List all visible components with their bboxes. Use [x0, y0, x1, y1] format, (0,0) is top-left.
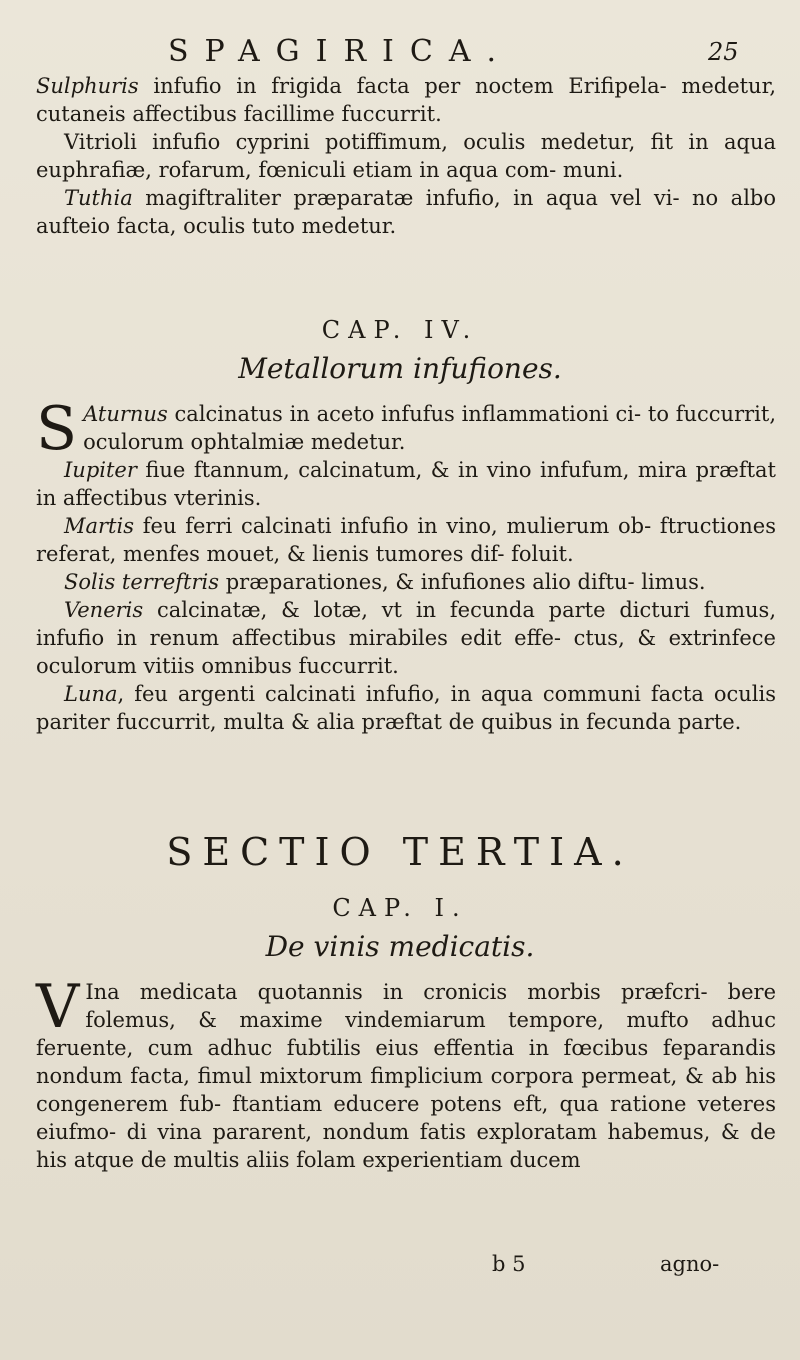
catchword: agno- [660, 1252, 720, 1276]
opening-paragraphs [36, 72, 776, 240]
metals-paragraphs [36, 394, 776, 736]
paragraph-sulphuris: Sulphuris infufio in frigida facta per noctem Erifipela- medetur, cutaneis affectibus facillime fuccurrit. [36, 74, 776, 126]
running-head [0, 34, 800, 74]
section-chapter-heading: CAP. I. [332, 894, 468, 922]
section-chapter-title: De vinis medicatis. [265, 930, 535, 963]
paragraph-tuthia: Tuthia magiftraliter præparatæ infufio, in aqua vel vi- no albo aufteio facta, oculis tuto medetur. [36, 186, 776, 238]
paragraph-iupiter: Iupiter fiue ftannum, calcinatum, & in vino infufum, mira præftat in affectibus vterinis. [36, 458, 776, 510]
page-number: 25 [708, 38, 739, 66]
wine-paragraph [36, 972, 776, 1174]
running-title: SPAGIRICA. [168, 34, 513, 69]
paragraph-vina: V Ina medicata quotannis in cronicis morbis præfcri- bere folemus, & maxime vindemiarum tempore, mufto adhuc feruente, cum adhuc fubtilis eius effentia in fœcibus feparandis nondum facta, fimul mixtorum fimplicium corpora permeat, & ab his congenerem fub- ftantiam educere potens eft, qua ratione veteres eiufmo- di vina pararent, nondum fatis exploratam habemus, & de his atque de multis aliis folam experientiam ducem [36, 972, 776, 1172]
paragraph-luna: Luna, feu argenti calcinati infufio, in aqua communi facta oculis pariter fuccurrit, multa & alia præftat de quibus in fecunda parte. [36, 682, 776, 734]
signature-mark: b 5 [492, 1252, 526, 1276]
paragraph-saturnus: S Aturnus calcinatus in aceto infufus inflammationi ci- to fuccurrit, oculorum ophtalmiæ medetur. [36, 394, 776, 464]
paragraph-solis: Solis terreftris præparationes, & infufiones alio diftu- limus. [64, 570, 706, 594]
paragraph-veneris: Veneris calcinatæ, & lotæ, vt in fecunda parte dicturi fumus, infufio in renum affectibus mirabiles edit effe- ctus, & extrinfece oculorum vitiis omnibus fuccurrit. [36, 598, 776, 678]
paragraph-vitrioli: Vitrioli infufio cyprini potiffimum, oculis medetur, fit in aqua euphrafiæ, rofarum, fœniculi etiam in aqua com- muni. [36, 130, 776, 182]
page-footer [0, 1252, 800, 1284]
drop-cap: V [36, 972, 80, 1042]
chapter-heading: CAP. IV. [321, 316, 479, 344]
section-heading: SECTIO TERTIA. [166, 830, 634, 874]
chapter-title: Metallorum infufiones. [238, 352, 562, 385]
drop-cap: S [36, 394, 78, 464]
paragraph-martis: Martis feu ferri calcinati infufio in vino, mulierum ob- ftructiones referat, menfes mouet, & lienis tumores dif- foluit. [36, 514, 776, 566]
